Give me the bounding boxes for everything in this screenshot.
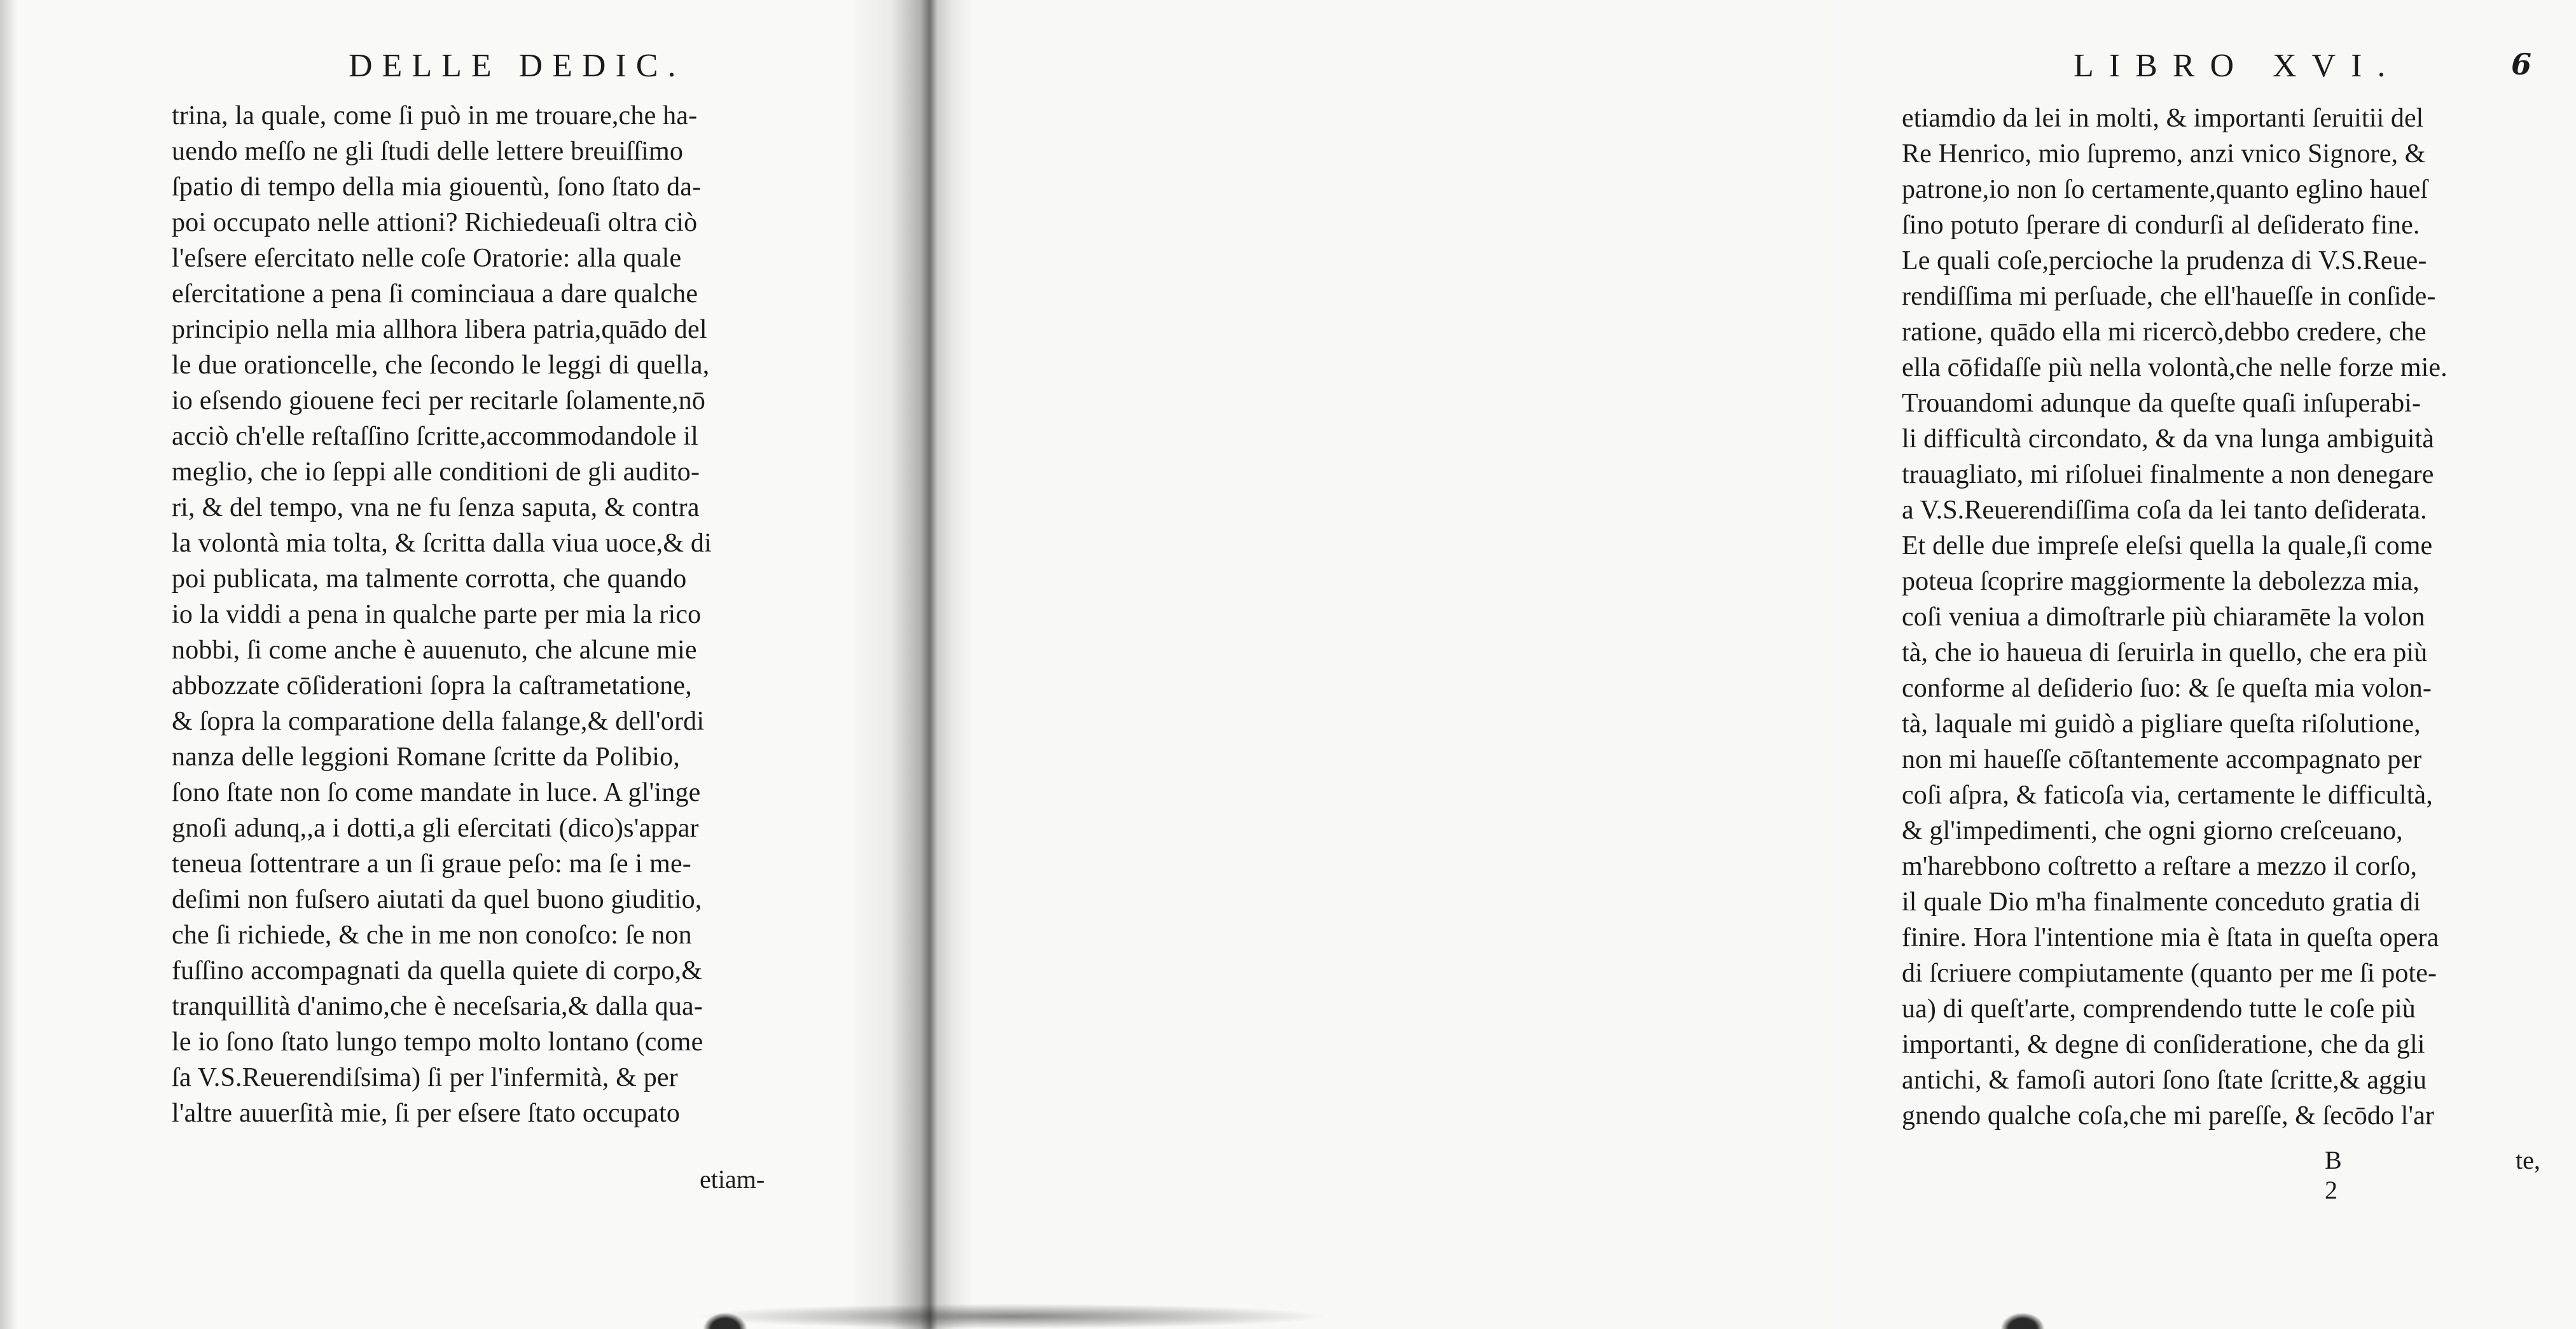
text-line: gnoſi adunq,,a i dotti,a gli eſercitati (dico)s'appar: [172, 814, 699, 843]
text-line: uendo meſſo ne gli ſtudi delle lettere breuiſſimo: [172, 137, 684, 166]
text-line: Le quali coſe,percioche la prudenza di V.S.Reue-: [1902, 246, 2427, 275]
text-line: Trouandomi adunque da queſte quaſi inſuperabi-: [1902, 389, 2421, 418]
binding-gutter: [846, 0, 973, 1329]
text-line: conforme al deſiderio ſuo: & ſe queſta mia volon-: [1902, 674, 2432, 703]
text-line: poi publicata, ma talmente corrotta, che quando: [172, 564, 687, 594]
text-line: teneua ſottentrare a un ſi graue peſo: ma ſe i me-: [172, 849, 691, 879]
text-line: ſpatio di tempo della mia giouentù, ſono ſtato da-: [172, 172, 702, 202]
text-line: a V.S.Reuerendiſſima coſa da lei tanto deſiderata.: [1902, 496, 2427, 525]
text-line: poi occupato nelle attioni? Richiedeuaſi oltra ciò: [172, 208, 698, 237]
text-line: tranquillità d'animo,che è neceſsaria,& dalla qua-: [172, 992, 703, 1021]
text-line: etiamdio da lei in molti, & importanti ſeruitii del: [1902, 104, 2424, 133]
text-line: ratione, quādo ella mi ricercò,debbo credere, che: [1902, 317, 2427, 347]
text-line: ri, & del tempo, vna ne fu ſenza saputa, & contra: [172, 493, 700, 522]
text-line: antichi, & famoſi autori ſono ſtate ſcritte,& aggiu: [1902, 1066, 2427, 1095]
text-line: deſimi non fuſsero aiutati da quel buono giuditio,: [172, 885, 702, 914]
text-line: poteua ſcoprire maggiormente la debolezza mia,: [1902, 567, 2420, 596]
text-line: trina, la quale, come ſi può in me trouare,che ha-: [172, 101, 698, 130]
text-line: l'altre auuerſità mie, ſi per eſsere ſtato occupato: [172, 1099, 681, 1128]
running-head-right: LIBRO XVI.: [2074, 48, 2401, 84]
text-line: Et delle due impreſe eleſsi quella la quale,ſi come: [1902, 531, 2433, 560]
text-line: le due orationcelle, che ſecondo le leggi di quella,: [172, 351, 710, 380]
text-line: & ſopra la comparatione della falange,& dell'ordi: [172, 707, 705, 736]
text-line: & gl'impedimenti, che ogni giorno creſceuano,: [1902, 816, 2403, 845]
text-line: eſercitatione a pena ſi cominciaua a dare qualche: [172, 279, 698, 309]
page-number: 6: [2511, 47, 2532, 81]
text-line: io la viddi a pena in qualche parte per mia la rico: [172, 600, 702, 629]
text-line: principio nella mia allhora libera patria,quādo del: [172, 315, 707, 344]
text-line: patrone,io non ſo certamente,quanto eglino haueſ: [1902, 175, 2428, 204]
text-line: m'harebbono coſtretto a reſtare a mezzo il corſo,: [1902, 852, 2418, 881]
text-line: finire. Hora l'intentione mia è ſtata in queſta opera: [1902, 923, 2439, 952]
right-page-text: [1902, 101, 2576, 1134]
ornament-right: [2000, 1312, 2045, 1329]
text-line: acciò ch'elle reſtaſſino ſcritte,accommodandole il: [172, 422, 699, 451]
text-line: di ſcriuere compiutamente (quanto per me ſi pote-: [1902, 959, 2437, 988]
text-line: coſi aſpra, & faticoſa via, certamente le difficultà,: [1902, 781, 2433, 810]
text-line: che ſi richiede, & che in me non conoſco: ſe non: [172, 921, 692, 950]
text-line: abbozzate cōſiderationi ſopra la caſtrametatione,: [172, 671, 692, 700]
text-line: coſi veniua a dimoſtrarle più chiaramēte la volon: [1902, 602, 2425, 632]
text-line: gnendo qualche coſa,che mi pareſſe, & ſecōdo l'ar: [1902, 1101, 2434, 1131]
text-line: le io ſono ſtato lungo tempo molto lontano (come: [172, 1027, 703, 1057]
text-line: ſa V.S.Reuerendiſsima) ſi per l'infermità, & per: [172, 1063, 678, 1092]
catchword-right: te,: [2516, 1146, 2540, 1174]
text-line: li difficultà circondato, & da vna lunga ambiguità: [1902, 424, 2434, 454]
text-line: fuſſino accompagnati da quella quiete di corpo,&: [172, 956, 703, 985]
bottom-edge-shadow: [693, 1304, 1329, 1329]
text-line: il quale Dio m'ha finalmente conceduto gratia di: [1902, 887, 2421, 917]
signature-mark: B 2: [2325, 1146, 2367, 1204]
left-page-text: [172, 98, 833, 1131]
text-line: tà, laquale mi guidò a pigliare queſta riſolutione,: [1902, 709, 2421, 739]
text-line: Re Henrico, mio ſupremo, anzi vnico Signore, &: [1902, 139, 2426, 169]
text-line: l'eſsere eſercitato nelle coſe Oratorie: alla quale: [172, 244, 682, 273]
text-line: ſino potuto ſperare di condurſi al deſiderato fine.: [1902, 211, 2420, 240]
text-line: nanza delle leggioni Romane ſcritte da Polibio,: [172, 742, 681, 772]
right-page: [903, 0, 2540, 1329]
text-line: ella cōfidaſſe più nella volontà,che nelle forze mie.: [1902, 353, 2448, 382]
text-line: meglio, che io ſeppi alle conditioni de gli audito-: [172, 457, 700, 487]
text-line: la volontà mia tolta, & ſcritta dalla viua uoce,& di: [172, 529, 712, 558]
text-line: ſono ſtate non ſo come mandate in luce. A gl'inge: [172, 778, 701, 807]
text-line: tà, che io haueua di ſeruirla in quello, che era più: [1902, 638, 2428, 667]
text-line: importanti, & degne di conſideratione, che da gli: [1902, 1030, 2425, 1059]
page-edge-shadow: [0, 0, 18, 1329]
text-line: ua) di queſt'arte, comprendendo tutte le coſe più: [1902, 994, 2416, 1024]
text-line: nobbi, ſi come anche è auuenuto, che alcune mie: [172, 636, 697, 665]
catchword-left: etiam-: [700, 1165, 765, 1193]
running-head-left: DELLE DEDIC.: [349, 48, 686, 84]
text-line: non mi haueſſe cōſtantemente accompagnato per: [1902, 745, 2422, 774]
text-line: trauagliato, mi riſoluei finalmente a non denegare: [1902, 460, 2434, 489]
text-line: io eſsendo giouene feci per recitarle ſolamente,nō: [172, 386, 706, 415]
text-line: rendiſſima mi perſuade, che ell'haueſſe in conſide-: [1902, 282, 2436, 311]
left-page: [0, 0, 903, 1329]
